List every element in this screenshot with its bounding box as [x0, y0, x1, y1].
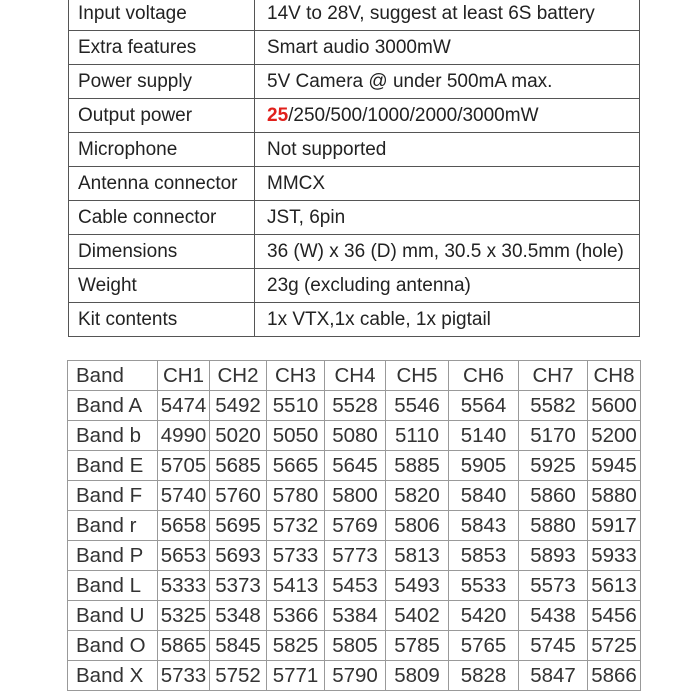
channel-frequency: 5880 [519, 511, 588, 541]
spec-label: Kit contents [69, 303, 255, 337]
channel-frequency: 5665 [267, 451, 325, 481]
channel-frequency: 5765 [449, 631, 519, 661]
spec-row [69, 0, 640, 31]
channel-frequency: 5693 [210, 541, 267, 571]
channel-frequency: 5373 [210, 571, 267, 601]
spec-value: 36 (W) x 36 (D) mm, 30.5 x 30.5mm (hole) [255, 235, 640, 269]
spec-row [69, 65, 640, 99]
channel-frequency: 5658 [158, 511, 210, 541]
spec-row [69, 269, 640, 303]
band-name: Band b [68, 421, 158, 451]
spec-value-text: /250/500/1000/2000/3000mW [288, 104, 539, 126]
channel-frequency: 5732 [267, 511, 325, 541]
channel-frequency: 4990 [158, 421, 210, 451]
channel-frequency: 5492 [210, 391, 267, 421]
spec-label: Input voltage [69, 0, 255, 31]
channel-frequency: 5828 [449, 661, 519, 691]
channel-frequency: 5474 [158, 391, 210, 421]
band-row [68, 661, 641, 691]
channel-frequency: 5402 [386, 601, 449, 631]
channel-frequency: 5880 [588, 481, 641, 511]
channel-frequency: 5573 [519, 571, 588, 601]
channel-frequency: 5140 [449, 421, 519, 451]
band-channel-table [67, 360, 641, 691]
channel-frequency: 5780 [267, 481, 325, 511]
channel-column-header: CH5 [386, 361, 449, 391]
spec-label: Antenna connector [69, 167, 255, 201]
spec-row [69, 235, 640, 269]
channel-frequency: 5695 [210, 511, 267, 541]
channel-frequency: 5825 [267, 631, 325, 661]
band-name: Band L [68, 571, 158, 601]
spec-row [69, 133, 640, 167]
channel-column-header: CH7 [519, 361, 588, 391]
channel-frequency: 5865 [158, 631, 210, 661]
band-row [68, 421, 641, 451]
channel-frequency: 5080 [325, 421, 386, 451]
channel-frequency: 5866 [588, 661, 641, 691]
spec-row [69, 303, 640, 337]
channel-frequency: 5510 [267, 391, 325, 421]
spec-label: Weight [69, 269, 255, 303]
spec-value: 14V to 28V, suggest at least 6S battery [255, 0, 640, 31]
channel-frequency: 5845 [210, 631, 267, 661]
channel-column-header: CH6 [449, 361, 519, 391]
channel-frequency: 5733 [158, 661, 210, 691]
channel-frequency: 5725 [588, 631, 641, 661]
spec-value: Smart audio 3000mW [255, 31, 640, 65]
channel-frequency: 5771 [267, 661, 325, 691]
channel-frequency: 5020 [210, 421, 267, 451]
channel-frequency: 5533 [449, 571, 519, 601]
channel-frequency: 5885 [386, 451, 449, 481]
channel-frequency: 5843 [449, 511, 519, 541]
band-row [68, 541, 641, 571]
channel-frequency: 5933 [588, 541, 641, 571]
band-row [68, 481, 641, 511]
spec-value [255, 99, 640, 133]
spec-row [69, 31, 640, 65]
channel-frequency: 5740 [158, 481, 210, 511]
channel-column-header: CH4 [325, 361, 386, 391]
channel-frequency: 5438 [519, 601, 588, 631]
spec-value: 1x VTX,1x cable, 1x pigtail [255, 303, 640, 337]
channel-frequency: 5170 [519, 421, 588, 451]
channel-frequency: 5820 [386, 481, 449, 511]
spec-value: MMCX [255, 167, 640, 201]
spec-label: Output power [69, 99, 255, 133]
channel-frequency: 5333 [158, 571, 210, 601]
channel-frequency: 5847 [519, 661, 588, 691]
channel-frequency: 5645 [325, 451, 386, 481]
spec-table [68, 0, 640, 337]
band-name: Band F [68, 481, 158, 511]
channel-frequency: 5564 [449, 391, 519, 421]
channel-frequency: 5769 [325, 511, 386, 541]
channel-frequency: 5813 [386, 541, 449, 571]
band-column-header: Band [68, 361, 158, 391]
band-name: Band P [68, 541, 158, 571]
band-row [68, 451, 641, 481]
channel-frequency: 5809 [386, 661, 449, 691]
channel-frequency: 5925 [519, 451, 588, 481]
channel-frequency: 5752 [210, 661, 267, 691]
channel-frequency: 5893 [519, 541, 588, 571]
channel-frequency: 5773 [325, 541, 386, 571]
channel-frequency: 5905 [449, 451, 519, 481]
spec-label: Cable connector [69, 201, 255, 235]
band-name: Band E [68, 451, 158, 481]
channel-frequency: 5582 [519, 391, 588, 421]
spec-value: JST, 6pin [255, 201, 640, 235]
channel-frequency: 5733 [267, 541, 325, 571]
spec-label: Microphone [69, 133, 255, 167]
spec-value: Not supported [255, 133, 640, 167]
channel-frequency: 5200 [588, 421, 641, 451]
spec-label: Extra features [69, 31, 255, 65]
channel-frequency: 5366 [267, 601, 325, 631]
channel-frequency: 5805 [325, 631, 386, 661]
channel-frequency: 5413 [267, 571, 325, 601]
channel-frequency: 5760 [210, 481, 267, 511]
band-row [68, 631, 641, 661]
channel-frequency: 5917 [588, 511, 641, 541]
channel-frequency: 5456 [588, 601, 641, 631]
channel-frequency: 5493 [386, 571, 449, 601]
channel-frequency: 5705 [158, 451, 210, 481]
channel-column-header: CH2 [210, 361, 267, 391]
channel-frequency: 5685 [210, 451, 267, 481]
channel-column-header: CH3 [267, 361, 325, 391]
channel-frequency: 5790 [325, 661, 386, 691]
channel-frequency: 5528 [325, 391, 386, 421]
spec-row [69, 201, 640, 235]
channel-frequency: 5800 [325, 481, 386, 511]
band-name: Band r [68, 511, 158, 541]
spec-row [69, 99, 640, 133]
channel-frequency: 5050 [267, 421, 325, 451]
band-row [68, 601, 641, 631]
channel-frequency: 5785 [386, 631, 449, 661]
channel-frequency: 5453 [325, 571, 386, 601]
spec-value: 23g (excluding antenna) [255, 269, 640, 303]
channel-frequency: 5384 [325, 601, 386, 631]
spec-label: Dimensions [69, 235, 255, 269]
channel-frequency: 5860 [519, 481, 588, 511]
channel-frequency: 5546 [386, 391, 449, 421]
channel-frequency: 5325 [158, 601, 210, 631]
channel-frequency: 5613 [588, 571, 641, 601]
channel-column-header: CH8 [588, 361, 641, 391]
channel-frequency: 5806 [386, 511, 449, 541]
channel-frequency: 5420 [449, 601, 519, 631]
channel-frequency: 5745 [519, 631, 588, 661]
band-name: Band O [68, 631, 158, 661]
channel-frequency: 5348 [210, 601, 267, 631]
spec-row [69, 167, 640, 201]
band-row [68, 571, 641, 601]
band-row [68, 391, 641, 421]
spec-value: 5V Camera @ under 500mA max. [255, 65, 640, 99]
channel-frequency: 5945 [588, 451, 641, 481]
highlighted-power-value: 25 [267, 104, 289, 126]
channel-frequency: 5853 [449, 541, 519, 571]
band-name: Band A [68, 391, 158, 421]
channel-frequency: 5653 [158, 541, 210, 571]
channel-frequency: 5600 [588, 391, 641, 421]
band-header-row [68, 361, 641, 391]
channel-frequency: 5110 [386, 421, 449, 451]
band-name: Band U [68, 601, 158, 631]
band-row [68, 511, 641, 541]
channel-frequency: 5840 [449, 481, 519, 511]
spec-label: Power supply [69, 65, 255, 99]
channel-column-header: CH1 [158, 361, 210, 391]
band-name: Band X [68, 661, 158, 691]
